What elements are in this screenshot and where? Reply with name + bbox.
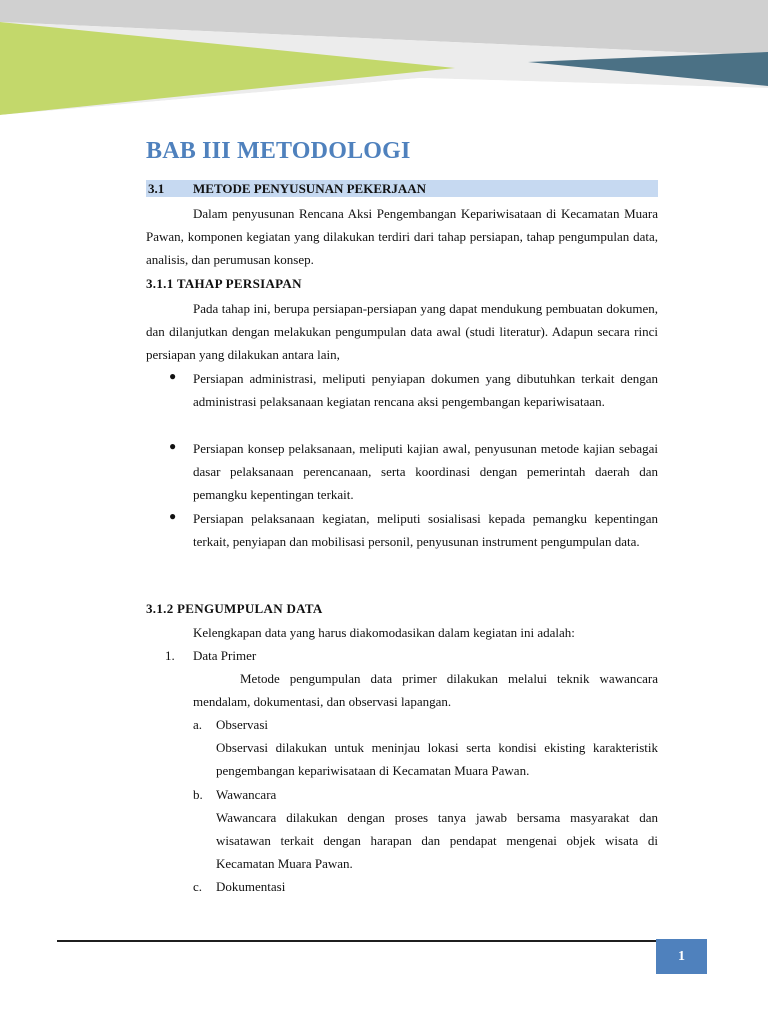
section-number: 3.1 <box>148 181 165 196</box>
sublist-marker: a. <box>193 717 203 732</box>
bullet-dot: ● <box>169 439 177 453</box>
observasi-text: Observasi dilakukan untuk meninjau lokasi serta kondisi ekisting karakteristik pengembangan kepariwisataan di Kecamatan Muara Pawan. <box>216 740 658 778</box>
subsection-heading-persiapan: 3.1.1 TAHAP PERSIAPAN <box>146 276 302 291</box>
persiapan-bullet-item: Persiapan pelaksanaan kegiatan, meliputi sosialisasi kepada pemangku kepentingan terkait, penyiapan dan mobilisasi personil, penyusunan instrument pengumpulan data. <box>193 511 658 549</box>
persiapan-bullet-item: Persiapan administrasi, meliputi penyiapan dokumen yang dibutuhkan terkait dengan administrasi pelaksanaan kegiatan rencana aksi pengembangan kepariwisataan. <box>193 371 658 409</box>
sublist-marker: b. <box>193 787 203 802</box>
pengumpulan-intro: Kelengkapan data yang harus diakomodasikan dalam kegiatan ini adalah: <box>193 625 575 640</box>
page-number-badge <box>656 939 707 974</box>
persiapan-paragraph: Pada tahap ini, berupa persiapan-persiapan yang dapat mendukung pembuatan dokumen, dan dilanjutkan dengan melakukan pengumpulan data awal (studi literatur). Adapun secara rinci persiapan yang dilakukan antara lain, <box>146 301 658 362</box>
chapter-title: BAB III METODOLOGI <box>146 138 411 164</box>
list-marker: 1. <box>165 648 175 663</box>
bullet-dot: ● <box>169 509 177 523</box>
sublist-marker: c. <box>193 879 203 894</box>
wawancara-label: Wawancara <box>216 787 277 802</box>
data-primer-label: Data Primer <box>193 648 257 663</box>
data-primer-paragraph: Metode pengumpulan data primer dilakukan melalui teknik wawancara mendalam, dokumentasi, dan observasi lapangan. <box>193 671 658 709</box>
persiapan-bullet-item: Persiapan konsep pelaksanaan, meliputi kajian awal, penyusunan metode kajian sebagai dasar pelaksanaan perencanaan, serta koordinasi dengan pemerintah daerah dan pemangku kepentingan terkait. <box>193 441 658 502</box>
subsection-heading-pengumpulan: 3.1.2 PENGUMPULAN DATA <box>146 601 323 616</box>
section-title: METODE PENYUSUNAN PEKERJAAN <box>193 181 427 196</box>
dokumentasi-label: Dokumentasi <box>216 879 286 894</box>
page-number: 1 <box>678 948 685 964</box>
footer-rule <box>57 940 657 942</box>
observasi-label: Observasi <box>216 717 268 732</box>
wawancara-text: Wawancara dilakukan dengan proses tanya jawab bersama masyarakat dan wisatawan terkait dengan harapan dan pendapat mengenai objek wisata di Kecamatan Muara Pawan. <box>216 810 658 871</box>
header-decoration <box>0 0 768 160</box>
section-3-1-paragraph: Dalam penyusunan Rencana Aksi Pengembangan Kepariwisataan di Kecamatan Muara Pawan, komponen kegiatan yang dilakukan terdiri dari tahap persiapan, tahap pengumpulan data, analisis, dan perumusan konsep. <box>146 206 658 267</box>
bullet-dot: ● <box>169 369 177 383</box>
